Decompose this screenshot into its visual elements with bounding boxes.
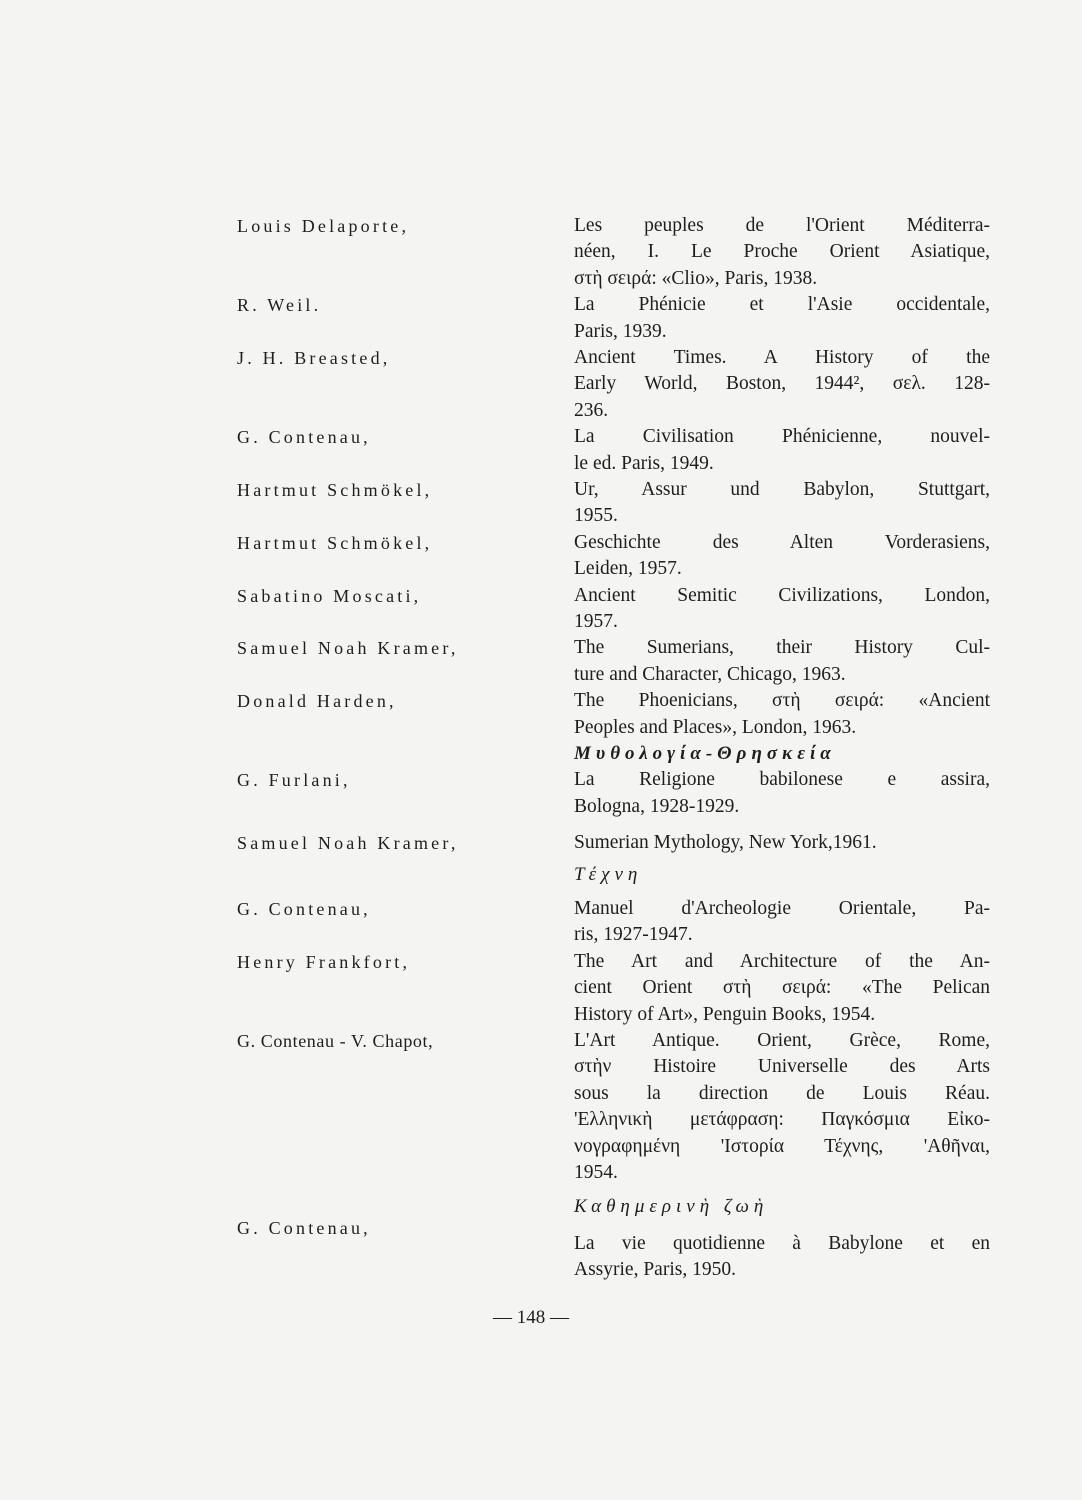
entry-text-line: νογραφημένη 'Ιστορία Τέχνης, 'Αθῆναι, [574,1135,990,1157]
entry-author: Samuel Noah Kramer, [237,833,459,854]
entry-author: Hartmut Schmökel, [237,480,433,500]
entry-text-line: Ancient Times. A History of the [574,347,990,368]
entry-text-line: La vie quotidienne à Babylone et en [574,1232,990,1254]
entry-author: Sabatino Moscati, [237,585,422,606]
entry-text-line: Leiden, 1957. [574,558,682,580]
entry-text-line: στὴ σειρά: «Clio», Paris, 1938. [574,267,818,289]
entry-author: G. Contenau, [237,899,371,919]
entry-text-line: Manuel d'Archeologie Orientale, Pa- [574,898,990,919]
entry-text-line: 1955. [574,505,618,527]
entry-author: Donald Harden, [237,691,397,712]
entry-text-line: La Phénicie et l'Asie occidentale, [574,294,990,316]
entry-author: G. Contenau, [237,427,371,448]
entry-text-line: The Phoenicians, στὴ σειρά: «Ancient [574,690,990,712]
entry-author: G. Contenau, [237,1217,371,1238]
entry-text-line: Assyrie, Paris, 1950. [574,1259,736,1281]
entry-text-line: Bologna, 1928-1929. [574,795,740,817]
entry-text-line: La Religione babilonese e assira, [574,769,990,791]
entry-author: Louis Delaporte, [237,216,410,236]
entry-text-line: 1954. [574,1162,618,1183]
section-heading: Μυθολογία-Θρησκεία [574,743,836,764]
section-heading: Καθημερινὴ ζωὴ [574,1196,769,1218]
entry-text-line: στὴν Histoire Universelle des Arts [574,1056,990,1078]
entry-text-line: Ancient Semitic Civilizations, London, [574,584,990,606]
entry-text-line: Les peuples de l'Orient Méditerra- [574,215,990,236]
entry-text-line: le ed. Paris, 1949. [574,452,714,474]
entry-text-line: Sumerian Mythology, New York,1961. [574,832,877,854]
entry-text-line: cient Orient στὴ σειρά: «The Pelican [574,977,990,999]
entry-text-line: Early World, Boston, 1944², σελ. 128- [574,373,990,395]
entry-text-line: Geschichte des Alten Vorderasiens, [574,531,990,553]
entry-text-line: ture and Character, Chicago, 1963. [574,663,846,685]
entry-text-line: 1957. [574,611,618,632]
entry-author: G. Contenau - V. Chapot, [237,1031,434,1051]
entry-text-line: néen, I. Le Proche Orient Asiatique, [574,241,990,263]
entry-text-line: The Sumerians, their History Cul- [574,637,990,659]
entry-text-line: 236. [574,399,609,421]
entry-text-line: Ur, Assur und Babylon, Stuttgart, [574,479,990,500]
entry-text-line: La Civilisation Phénicienne, nouvel- [574,426,990,448]
entry-text-line: sous la direction de Louis Réau. [574,1082,990,1104]
entry-author: Hartmut Schmökel, [237,532,433,553]
entry-text-line: Peoples and Places», London, 1963. [574,716,857,738]
entry-author: Henry Frankfort, [237,951,411,972]
entry-text-line: L'Art Antique. Orient, Grèce, Rome, [574,1030,990,1051]
page-number-text: — 148 — [493,1307,569,1328]
entry-author: Samuel Noah Kramer, [237,638,459,659]
entry-author: J. H. Breasted, [237,348,391,368]
entry-text-line: The Art and Architecture of the An- [574,950,990,972]
entry-text-line: History of Art», Penguin Books, 1954. [574,1003,876,1025]
page-number [0,1307,1082,1329]
entry-author: R. Weil. [237,295,322,316]
entry-author: G. Furlani, [237,770,351,791]
entry-text-line: ris, 1927-1947. [574,924,693,946]
entry-text-line: Paris, 1939. [574,320,667,342]
entry-text-line: 'Ελληνικὴ μετάφραση: Παγκόσμια Εἰκο- [574,1109,990,1131]
section-heading: Τέχνη [574,863,643,885]
